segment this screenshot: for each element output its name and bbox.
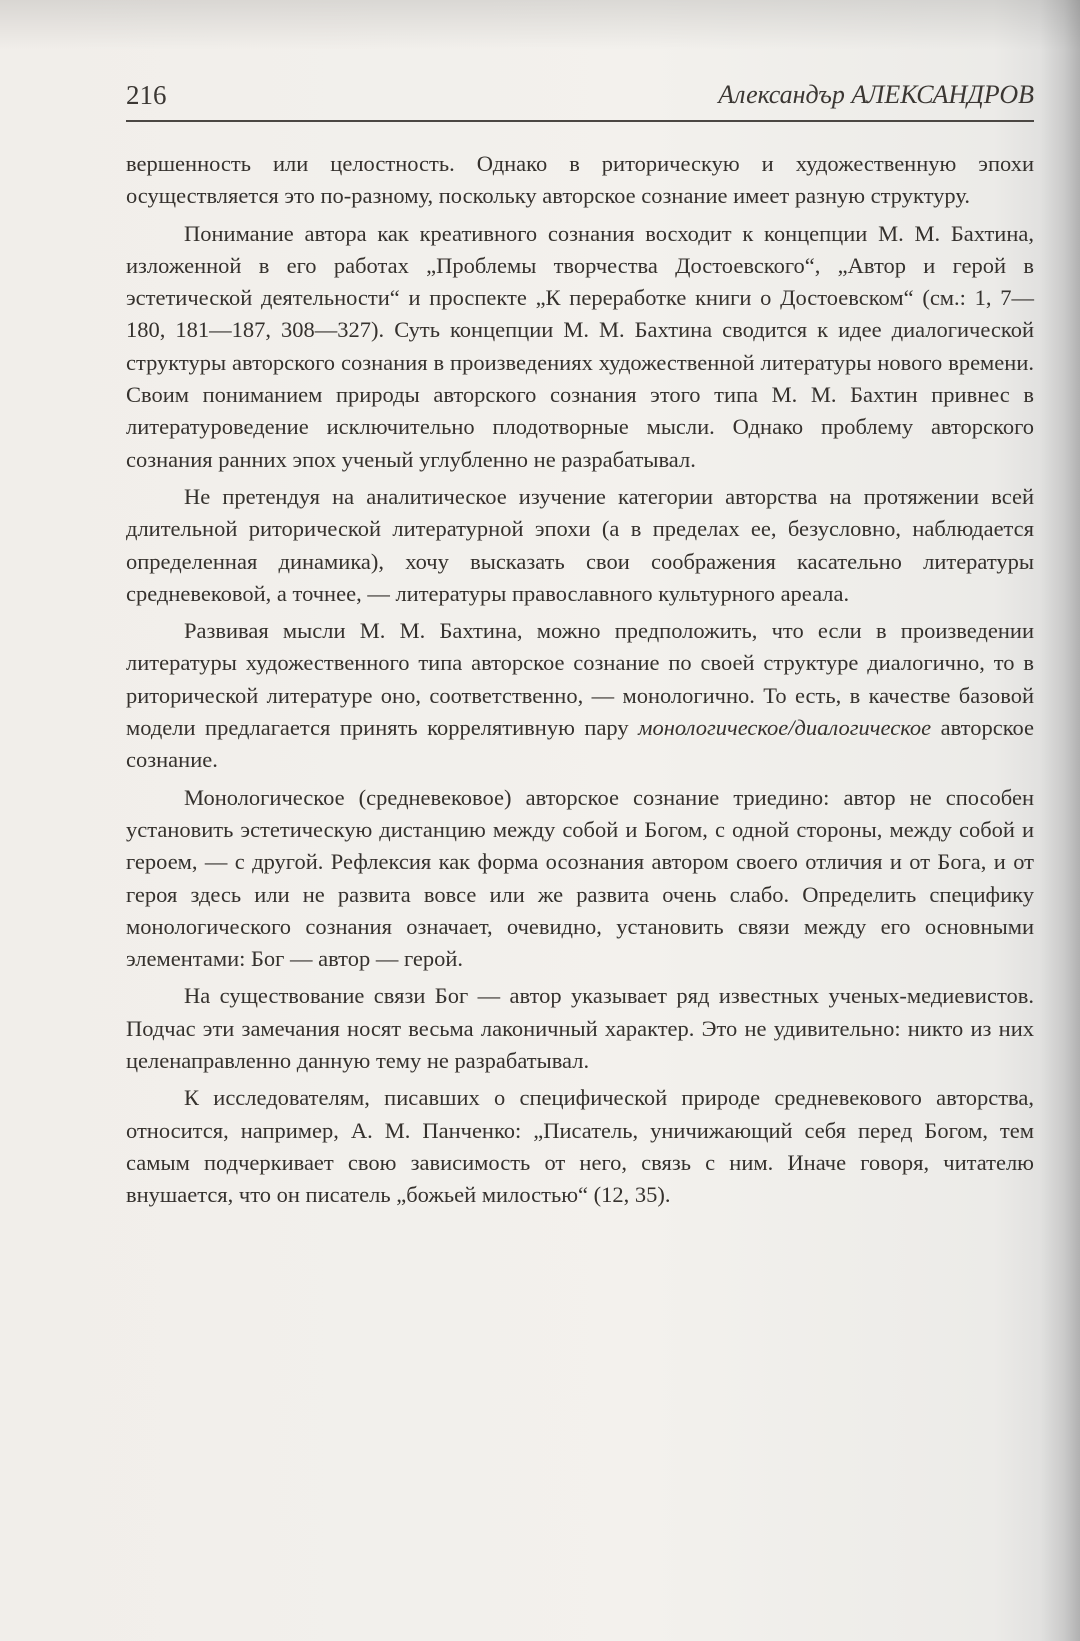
paragraph-3: Не претендуя на аналитическое изучение категории авторства на протяжении всей длительной риторической литературной эпохи (а в пределах ее, безусловно, наблюдается определенная динамика), хочу высказать свои соображения касательно литературы средневековой, а точнее, — литературы православного культурного ареала. [126, 483, 1034, 606]
header-rule [126, 120, 1034, 122]
page-number: 216 [126, 80, 167, 110]
spine-shadow [1040, 0, 1080, 1641]
running-head: Александър АЛЕКСАНДРОВ [718, 80, 1034, 109]
body-text [126, 148, 1034, 1217]
paragraph-7: К исследователям, писавших о специфической природе средневекового авторства, относится, например, А. М. Панченко: „Писатель, уничижающий себя перед Богом, тем самым подчеркивает свою зависимость от него, связь с ним. Иначе говоря, читателю внушается, что он писатель „божьей милостью“ (12, 35). [126, 1085, 1034, 1208]
top-shadow [0, 0, 1080, 50]
paragraph-2: Понимание автора как креативного сознания восходит к концепции М. М. Бахтина, изложенной в его работах „Проблемы творчества Достоевского“, „Автор и герой в эстетической деятельности“ и проспекте „К переработке книги о Достоевском“ (см.: 1, 7—180, 181—187, 308—327). Суть концепции М. М. Бахтина сводится к идее диалогической структуры авторского сознания в произведениях художественной литературы нового времени. Своим пониманием природы авторского сознания этого типа М. М. Бахтин привнес в литературоведение исключительно плодотворные мысли. Однако проблему авторского сознания ранних эпох ученый углубленно не разрабатывал. [126, 220, 1034, 472]
paragraph-6: На существование связи Бог — автор указывает ряд известных ученых-медиевистов. Подчас эти замечания носят весьма лаконичный характер. Это не удивительно: никто из них целенаправленно данную тему не разрабатывал. [126, 983, 1034, 1074]
paragraph-1: вершенность или целостность. Однако в риторическую и художественную эпохи осуществляется это по-разному, поскольку авторское сознание имеет разную структуру. [126, 151, 1034, 209]
paragraph-4-text-after: авторское сознание. [126, 715, 1034, 773]
page-header [126, 80, 1034, 120]
paragraph-4-italic-term: монологическое/диалогическое [638, 715, 932, 741]
paragraph-5: Монологическое (средневековое) авторское сознание триедино: автор не способен установить эстетическую дистанцию между собой и Богом, с одной стороны, между собой и героем, — с другой. Рефлексия как форма осознания автором своего отличия и от Бога, и от героя здесь или не развита вовсе или же развита очень слабо. Определить специфику монологического сознания означает, очевидно, установить связи между его основными элементами: Бог — автор — герой. [126, 784, 1034, 972]
paragraph-4-text-before: Развивая мысли М. М. Бахтина, можно предположить, что если в произведении литературы художественного типа авторское сознание по своей структуре диалогично, то в риторической литературе оно, соответственно, — монологично. То есть, в качестве базовой модели предлагается принять коррелятивную пару [126, 618, 1034, 741]
paragraph-4 [126, 615, 1034, 776]
